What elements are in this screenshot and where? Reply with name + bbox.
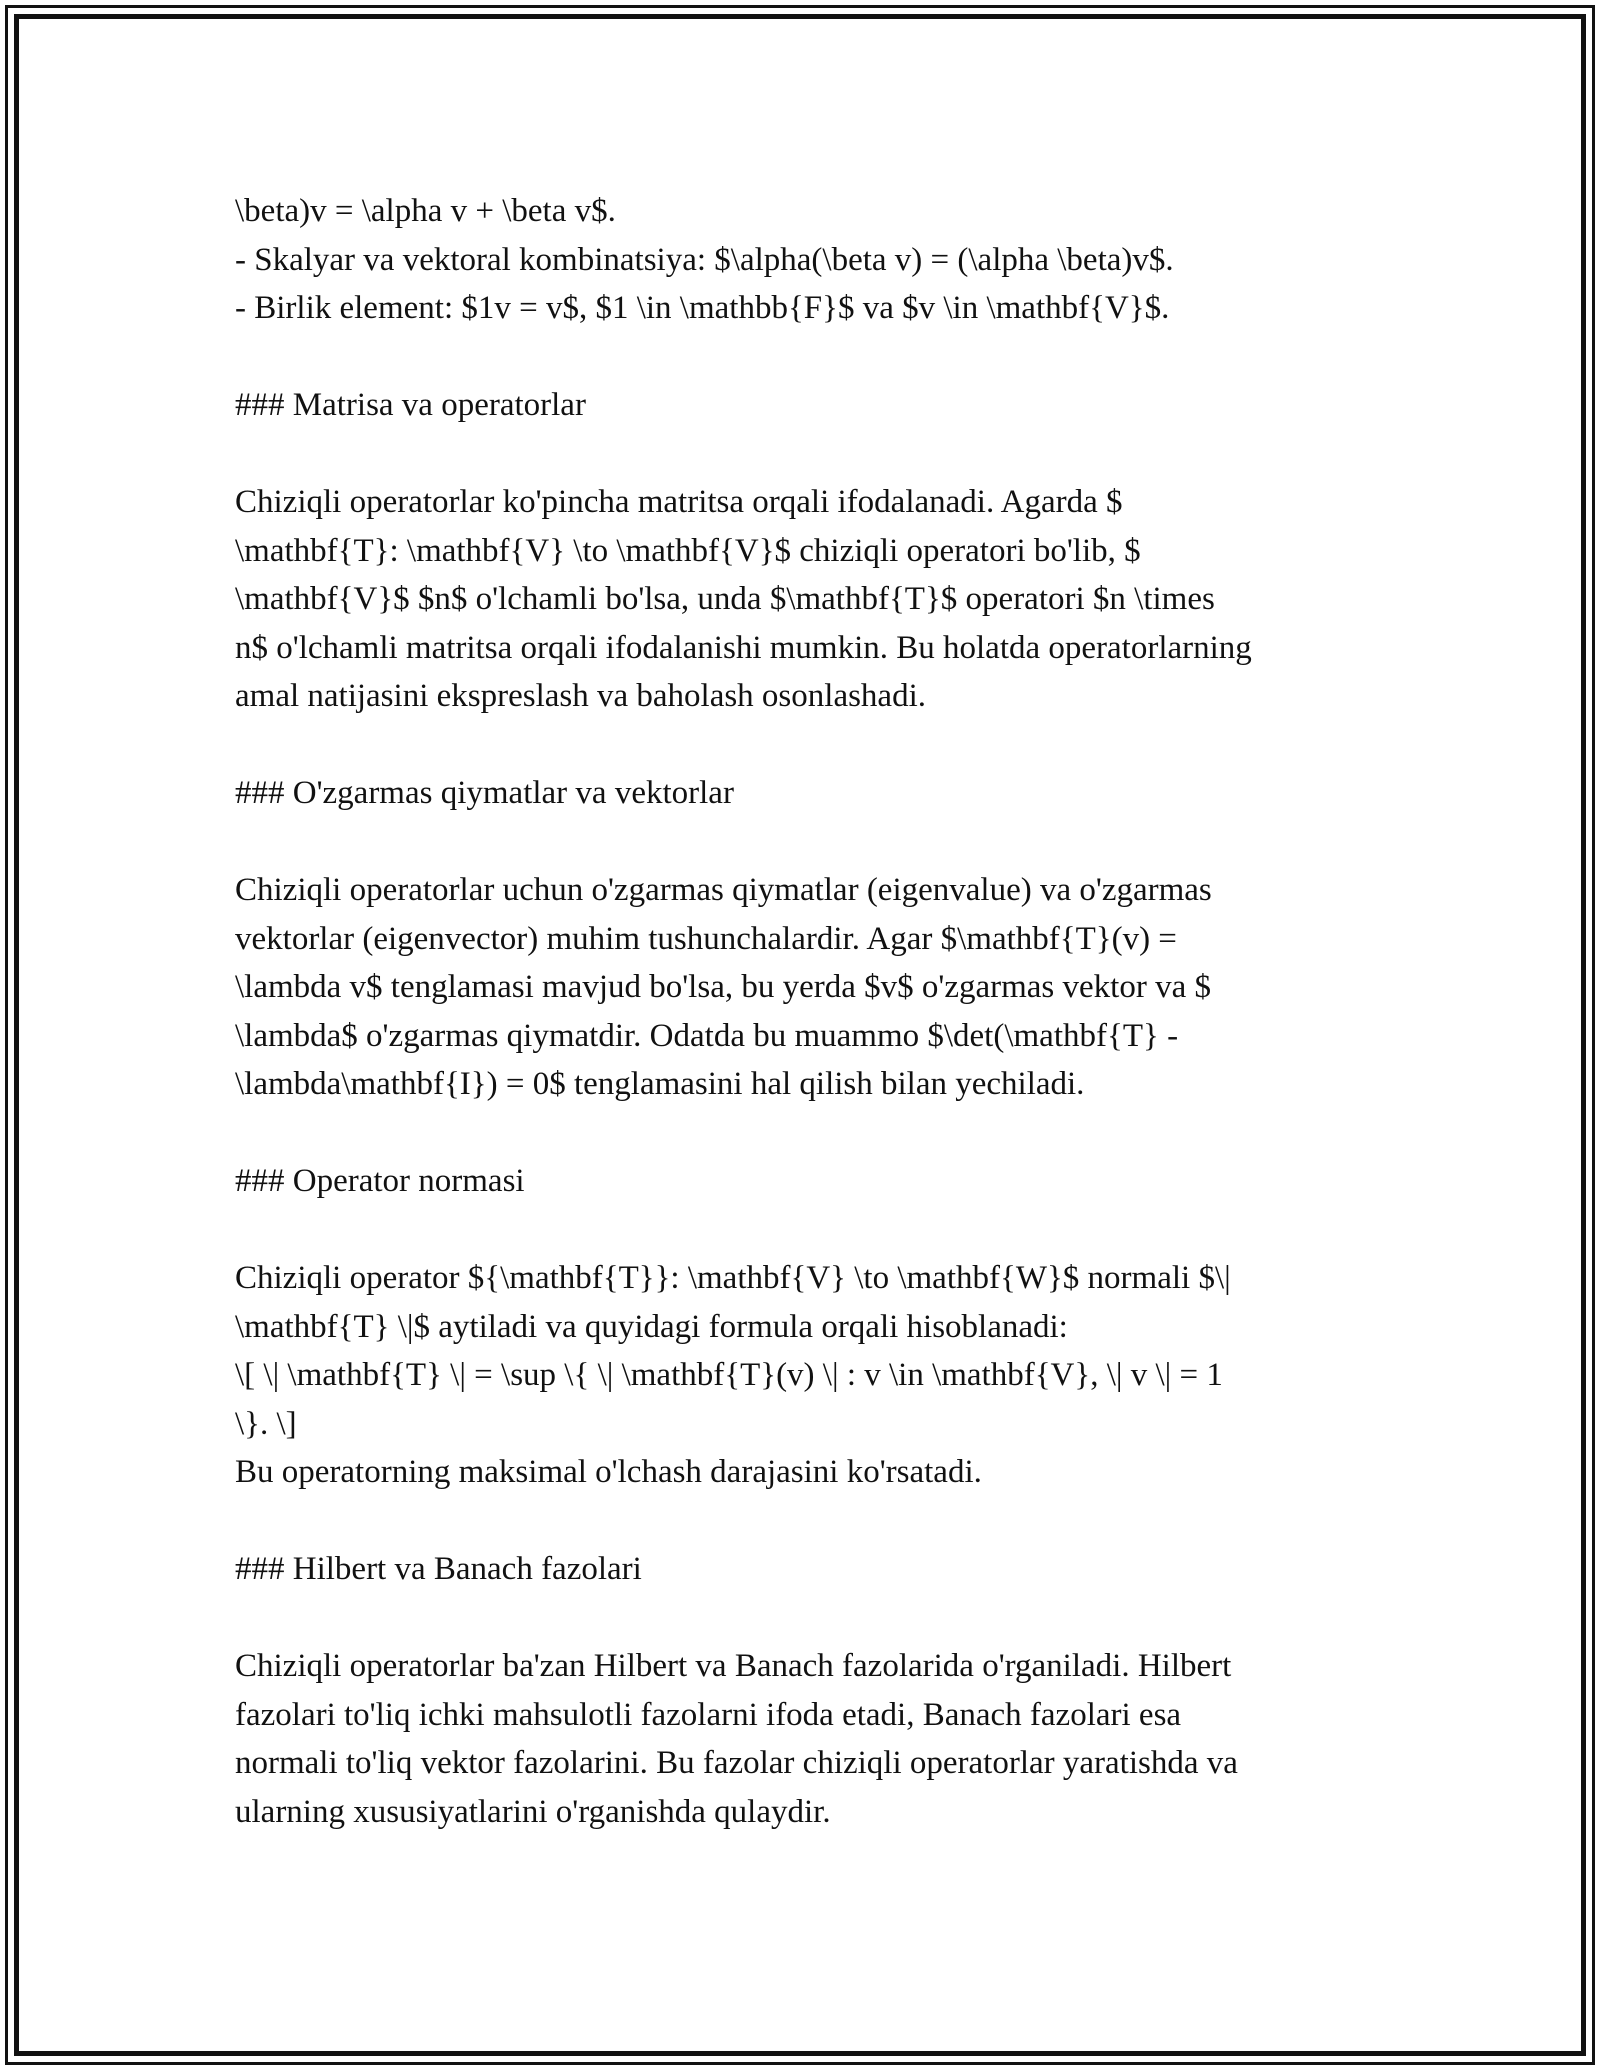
section-heading: ### Matrisa va operatorlar bbox=[235, 387, 586, 423]
paragraph-line: Chiziqli operatorlar ko'pincha matritsa orqali ifodalanadi. Agarda $ bbox=[235, 484, 1123, 520]
paragraph-line: Chiziqli operatorlar ba'zan Hilbert va Banach fazolarida o'rganiladi. Hilbert bbox=[235, 1648, 1232, 1684]
intro-block bbox=[235, 187, 1375, 333]
paragraph-line: Chiziqli operator ${\mathbf{T}}: \mathbf{V} \to \mathbf{W}$ normali $\| bbox=[235, 1260, 1231, 1296]
intro-line: - Birlik element: $1v = v$, $1 \in \mathbb{F}$ va $v \in \mathbf{V}$. bbox=[235, 290, 1170, 326]
section-heading: ### Operator normasi bbox=[235, 1163, 525, 1199]
paragraph-line: amal natijasini ekspreslash va baholash osonlashadi. bbox=[235, 678, 927, 714]
spacer bbox=[235, 333, 1375, 382]
paragraph-line: \mathbf{V}$ $n$ o'lchamli bo'lsa, unda $\mathbf{T}$ operatori $n \times bbox=[235, 581, 1215, 617]
formula-line: \[ \| \mathbf{T} \| = \sup \{ \| \mathbf{T}(v) \| : v \in \mathbf{V}, \| v \| = 1 bbox=[235, 1357, 1223, 1393]
spacer bbox=[235, 1594, 1375, 1643]
formula-line: \}. \] bbox=[235, 1405, 297, 1442]
section-heading: ### O'zgarmas qiymatlar va vektorlar bbox=[235, 775, 734, 811]
paragraph-line: \lambda v$ tenglamasi mavjud bo'lsa, bu yerda $v$ o'zgarmas vektor va $ bbox=[235, 969, 1211, 1005]
paragraph-line: \lambda$ o'zgarmas qiymatdir. Odatda bu muammo $\det(\mathbf{T} - bbox=[235, 1017, 1179, 1054]
paragraph-line: fazolari to'liq ichki mahsulotli fazolarni ifoda etadi, Banach fazolari esa bbox=[235, 1696, 1182, 1733]
paragraph-line: n$ o'lchamli matritsa orqali ifodalanishi mumkin. Bu holatda operatorlarning bbox=[235, 629, 1252, 666]
section-heading: ### Hilbert va Banach fazolari bbox=[235, 1551, 642, 1587]
section-operator-norm bbox=[235, 1157, 1375, 1497]
spacer bbox=[235, 1206, 1375, 1255]
paragraph-line: Bu operatorning maksimal o'lchash darajasini ko'rsatadi. bbox=[235, 1454, 982, 1490]
paragraph-line: Chiziqli operatorlar uchun o'zgarmas qiymatlar (eigenvalue) va o'zgarmas bbox=[235, 872, 1212, 908]
intro-line: - Skalyar va vektoral kombinatsiya: $\alpha(\beta v) = (\alpha \beta)v$. bbox=[235, 241, 1174, 278]
paragraph-line: ularning xususiyatlarini o'rganishda qulaydir. bbox=[235, 1793, 831, 1830]
paragraph-line: vektorlar (eigenvector) muhim tushunchalardir. Agar $\mathbf{T}(v) = bbox=[235, 920, 1177, 957]
spacer bbox=[235, 430, 1375, 479]
intro-line: \beta)v = \alpha v + \beta v$. bbox=[235, 193, 616, 229]
spacer bbox=[235, 721, 1375, 770]
spacer bbox=[235, 1109, 1375, 1158]
spacer bbox=[235, 818, 1375, 867]
paragraph-line: \mathbf{T}: \mathbf{V} \to \mathbf{V}$ chiziqli operatori bo'lib, $ bbox=[235, 532, 1141, 569]
document-body bbox=[235, 187, 1375, 1836]
section-matrix-operators bbox=[235, 381, 1375, 721]
section-hilbert-banach bbox=[235, 1545, 1375, 1836]
section-eigen bbox=[235, 769, 1375, 1109]
paragraph-line: \mathbf{T} \|$ aytiladi va quyidagi formula orqali hisoblanadi: bbox=[235, 1308, 1068, 1345]
paragraph-line: \lambda\mathbf{I}) = 0$ tenglamasini hal qilish bilan yechiladi. bbox=[235, 1066, 1085, 1102]
paragraph-line: normali to'liq vektor fazolarini. Bu fazolar chiziqli operatorlar yaratishda va bbox=[235, 1745, 1238, 1781]
spacer bbox=[235, 1497, 1375, 1546]
